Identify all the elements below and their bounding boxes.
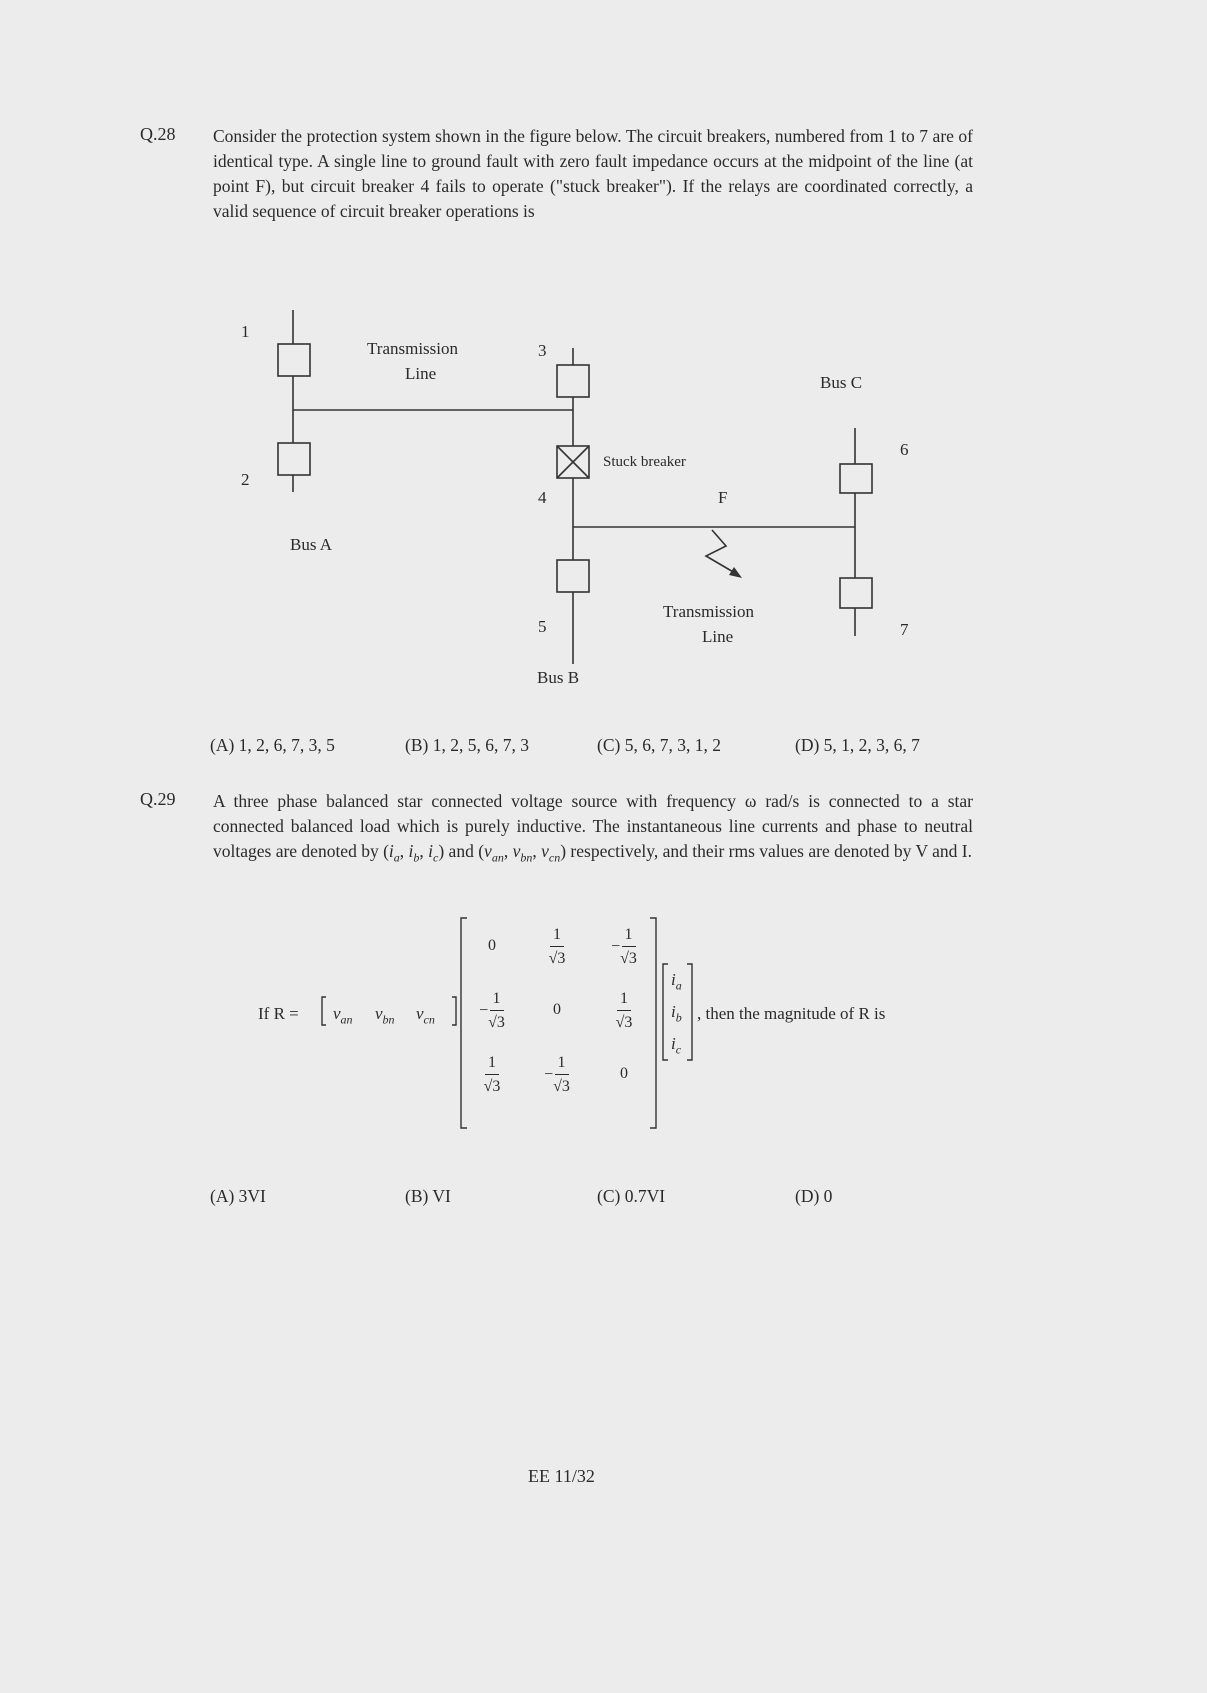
q29-option-b[interactable]: (B) VI [405,1186,451,1206]
matrix-r2c1: − $\frac{1}{√3}$ [479,990,505,1031]
q28-option-d[interactable]: (D) 5, 1, 2, 3, 6, 7 [795,735,920,755]
breaker-label-3: 3 [538,341,547,360]
bus-b-label: Bus B [537,668,580,687]
matrix-r1c3: − $\frac{1}{√3}$ [611,926,637,967]
breaker-label-5: 5 [538,617,547,636]
tline2-label-2: Line [702,627,734,646]
q28-option-a[interactable]: (A) 1, 2, 6, 7, 3, 5 [210,735,335,755]
matrix-r3c1: $\frac{1}{√3}$ [483,1054,501,1095]
tline1-label: Transmission [367,339,459,358]
bus-a-label: Bus A [290,535,333,554]
matrix-r2c3: $\frac{1}{√3}$ [615,990,633,1031]
breaker-label-7: 7 [900,620,909,639]
matrix-r1c2: $\frac{1}{√3}$ [548,926,566,967]
q29-number: Q.29 [140,789,176,809]
fault-label: F [718,488,728,507]
row-vector-vcn: $v_{cn}$ [416,1004,435,1027]
stuck-breaker-label: Stuck breaker [603,454,686,470]
breaker-label-2: 2 [241,470,250,489]
q28-text: Consider the protection system shown in the figure below. The circuit breakers, numbered from 1 to 7 are of identical type. A single line to ground fault with zero fault impedance occurs at the midpoint of the line (at point F), but circuit breaker 4 fails to operate ("stuck breaker"). If the relays are coordinated correctly, a valid sequence of circuit breaker operations is [213,126,973,221]
breaker-label-1: 1 [241,322,250,341]
breaker-label-6: 6 [900,440,909,459]
tline2-label: Transmission [663,602,755,621]
col-vector-ia: $i_a$ [671,970,682,993]
matrix-r1c1: 0 [488,937,496,954]
q28-number: Q.28 [140,124,176,144]
matrix-r3c2: − $\frac{1}{√3}$ [544,1054,570,1095]
bus-c-label: Bus C [820,373,863,392]
breaker-label-4: 4 [538,488,547,507]
q29-option-d[interactable]: (D) 0 [795,1186,833,1206]
matrix-r3c3: 0 [620,1065,628,1082]
q29-text: A three phase balanced star connected voltage source with frequency ω rad/s is connected to a star connected balanced load which is purely inductive. The instantaneous line currents and phase to neutral voltages are denoted by ($i_a$, $i_b$, $i_c$) and ($v_{an}$, $v_{bn}$, $v_{cn}$) respectively, and their rms values are denoted by V and I. [213,791,973,865]
page-footer: EE 11/32 [528,1466,595,1486]
equation-prefix: If R = [258,1004,299,1023]
equation-suffix: , then the magnitude of R is [697,1004,886,1023]
q28-option-c[interactable]: (C) 5, 6, 7, 3, 1, 2 [597,735,721,755]
q29-option-a[interactable]: (A) 3VI [210,1186,266,1206]
q29-option-c[interactable]: (C) 0.7VI [597,1186,666,1206]
row-vector-van: $v_{an}$ [333,1004,353,1027]
tline1-label-2: Line [405,364,437,383]
matrix-r2c2: 0 [553,1001,561,1018]
q28-option-b[interactable]: (B) 1, 2, 5, 6, 7, 3 [405,735,529,755]
col-vector-ic: $i_c$ [671,1034,682,1057]
row-vector-vbn: $v_{bn}$ [375,1004,395,1027]
col-vector-ib: $i_b$ [671,1002,682,1025]
